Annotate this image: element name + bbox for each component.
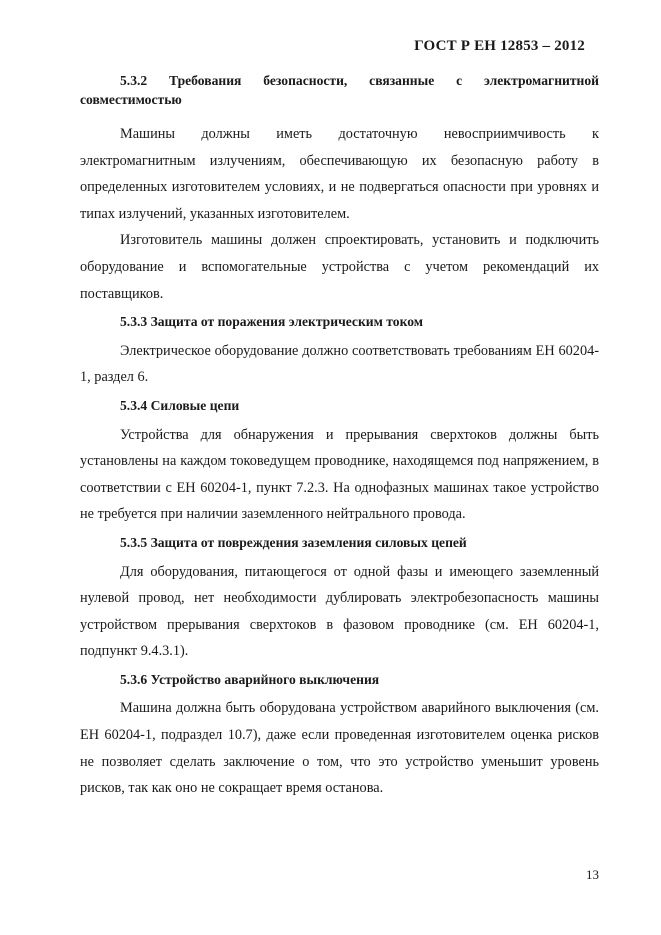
paragraph: Изготовитель машины должен спроектировать, установить и подключить оборудование и вспомогательные устройства с учетом рекомендаций их поставщиков. xyxy=(80,232,599,302)
section-5-3-6 xyxy=(80,667,599,802)
section-heading: 5.3.2 Требования безопасности, связанные с электромагнитной совместимостью xyxy=(80,73,599,107)
document-body xyxy=(80,71,599,802)
paragraph: Устройства для обнаружения и прерывания сверхтоков должны быть установлены на каждом токоведущем проводнике, находящемся под напряжением, в соответствии с ЕН 60204-1, пункт 7.2.3. На однофазных машинах такое устройство не требуется при наличии заземленного нейтрального провода. xyxy=(80,426,599,523)
section-heading: 5.3.5 Защита от повреждения заземления силовых цепей xyxy=(120,534,467,550)
page-number: 13 xyxy=(586,867,599,882)
paragraph: Для оборудования, питающегося от одной фазы и имеющего заземленный нулевой провод, нет необходимости дублировать электробезопасность машины устройством прерывания сверхтоков в фазовом проводнике (см. ЕН 60204-1, подпункт 9.4.3.1). xyxy=(80,563,599,660)
section-5-3-5 xyxy=(80,530,599,665)
section-heading: 5.3.6 Устройство аварийного выключения xyxy=(120,671,380,687)
section-5-3-2 xyxy=(80,71,599,307)
section-heading: 5.3.3 Защита от поражения электрическим током xyxy=(120,314,424,330)
paragraph: Машины должны иметь достаточную невосприимчивость к электромагнитным излучениям, обеспечивающую их безопасную работу в определенных изготовителем условиях, и не подвергаться опасности при уровнях и типах излучений, указанных изготовителем. xyxy=(80,126,599,222)
paragraph: Машина должна быть оборудована устройством аварийного выключения (см. ЕН 60204-1, подраздел 10.7), даже если проведенная изготовителем оценка рисков не позволяет сделать заключение о том, что это устройство уменьшит уровень рисков, так как оно не сокращает время останова. xyxy=(80,700,599,797)
paragraph: Электрическое оборудование должно соответствовать требованиям ЕН 60204-1, раздел 6. xyxy=(80,342,599,386)
section-heading: 5.3.4 Силовые цепи xyxy=(120,397,240,413)
standard-header: ГОСТ Р ЕН 12853 – 2012 xyxy=(414,38,585,54)
section-5-3-4 xyxy=(80,393,599,528)
section-5-3-3 xyxy=(80,309,599,391)
